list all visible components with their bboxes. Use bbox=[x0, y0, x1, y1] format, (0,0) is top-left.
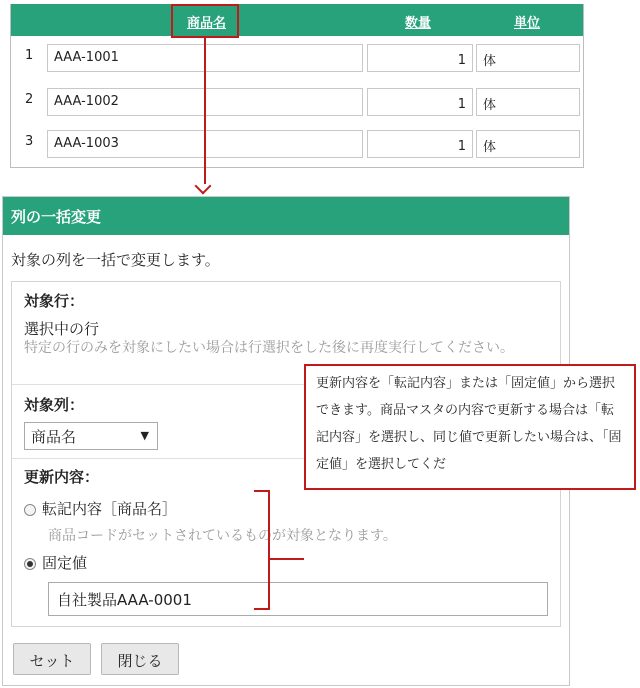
target-column-label: 対象列： bbox=[24, 396, 85, 414]
annotation-connector bbox=[270, 558, 304, 560]
unit-cell[interactable]: 体 bbox=[476, 44, 580, 72]
annotation-callout: 更新内容を「転記内容」または「固定値」から選択できます。商品マスタの内容で更新する場合は「転記内容」を選択し、同じ値で更新したい場合は、「固定値」を選択してくだ bbox=[304, 364, 636, 490]
radio-copy[interactable] bbox=[24, 504, 36, 516]
qty-cell[interactable]: 1 bbox=[367, 130, 473, 158]
row-number: 2 bbox=[25, 92, 34, 107]
table-row bbox=[11, 40, 583, 84]
arrow-down-icon bbox=[195, 178, 212, 195]
row-number: 1 bbox=[25, 48, 34, 63]
target-column-select[interactable] bbox=[24, 422, 158, 450]
column-header-name[interactable]: 商品名 bbox=[187, 16, 227, 31]
target-row-hint: 特定の行のみを対象にしたい場合は行選択をした後に再度実行してください。 bbox=[24, 340, 514, 356]
column-header-unit[interactable]: 単位 bbox=[514, 16, 541, 31]
unit-cell[interactable]: 体 bbox=[476, 88, 580, 116]
set-button[interactable]: セット bbox=[13, 643, 91, 675]
select-value: 商品名 bbox=[31, 428, 77, 446]
unit-cell[interactable]: 体 bbox=[476, 130, 580, 158]
name-cell[interactable]: AAA-1002 bbox=[47, 88, 363, 116]
radio-fixed[interactable] bbox=[24, 558, 36, 570]
table-row bbox=[11, 126, 583, 170]
target-row-label: 対象行： bbox=[24, 292, 85, 310]
fixed-value-input[interactable]: 自社製品AAA-0001 bbox=[48, 582, 548, 616]
name-cell[interactable]: AAA-1003 bbox=[47, 130, 363, 158]
radio-copy-label[interactable]: 転記内容［商品名］ bbox=[42, 500, 178, 518]
row-number: 3 bbox=[25, 134, 34, 149]
close-button[interactable]: 閉じる bbox=[101, 643, 179, 675]
name-cell[interactable]: AAA-1001 bbox=[47, 44, 363, 72]
dialog-description: 対象の列を一括で変更します。 bbox=[11, 251, 220, 269]
grid-header bbox=[11, 4, 583, 36]
dialog-title: 列の一括変更 bbox=[3, 197, 569, 235]
table-row bbox=[11, 84, 583, 128]
annotation-bracket bbox=[254, 490, 270, 610]
target-row-value: 選択中の行 bbox=[24, 320, 100, 338]
column-highlight-box bbox=[171, 4, 239, 38]
column-header-qty[interactable]: 数量 bbox=[405, 16, 432, 31]
arrow-line bbox=[204, 38, 206, 184]
product-grid bbox=[10, 4, 584, 168]
update-content-label: 更新内容： bbox=[24, 468, 100, 486]
radio-fixed-label[interactable]: 固定値 bbox=[42, 554, 88, 572]
radio-copy-hint: 商品コードがセットされているものが対象となります。 bbox=[48, 528, 397, 544]
caret-down-icon: ▼ bbox=[140, 429, 149, 442]
qty-cell[interactable]: 1 bbox=[367, 44, 473, 72]
qty-cell[interactable]: 1 bbox=[367, 88, 473, 116]
